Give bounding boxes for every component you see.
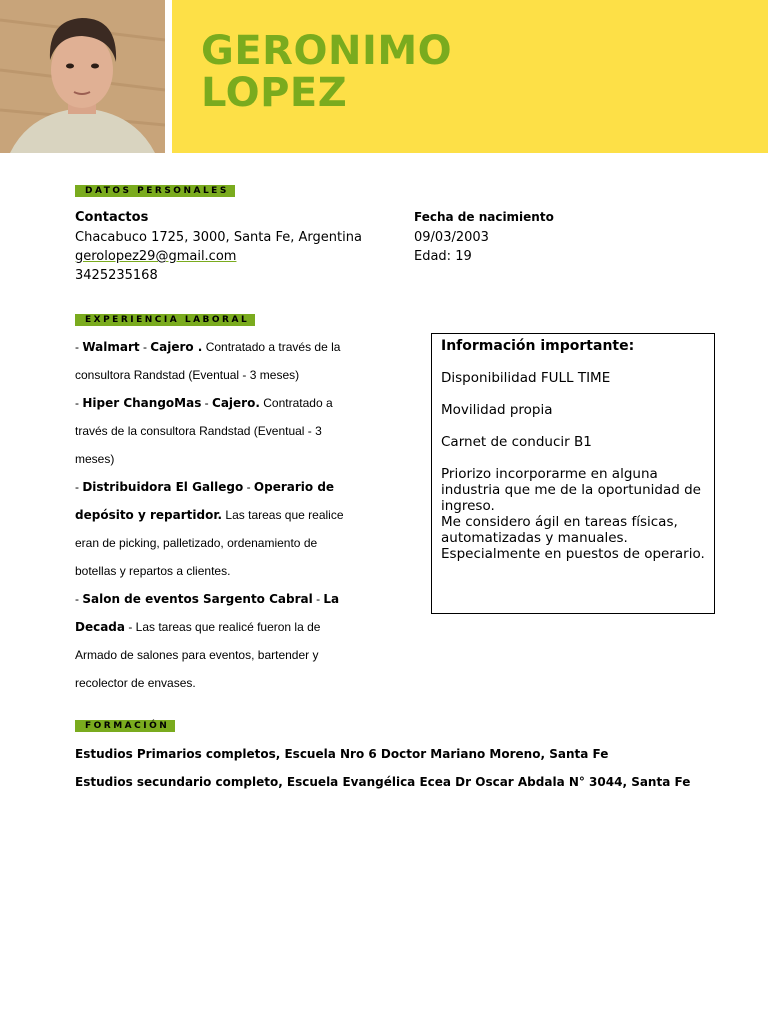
experience-list (75, 333, 345, 697)
important-info-box (431, 333, 715, 614)
experience-item: - Distribuidora El Gallego - Operario de depósito y repartidor. Las tareas que realice eran de picking, palletizado, ordenamiento de botellas y repartos a clientes. (75, 480, 344, 578)
info-license: Carnet de conducir B1 (441, 434, 592, 450)
info-availability: Disponibilidad FULL TIME (441, 370, 611, 386)
role: La Decada (75, 592, 340, 634)
profile-photo (0, 0, 165, 153)
contacts-label: Contactos (75, 210, 149, 225)
experience-item: - Walmart - Cajero . Contratado a través de la consultora Randstad (Eventual - 3 meses) (75, 340, 341, 382)
experience-desc: Contratado a través de la consultora Randstad (Eventual - 3 meses) (75, 396, 333, 466)
role: Cajero . (150, 340, 203, 354)
education-item-secondary: Estudios secundario completo, Escuela Evangélica Ecea Dr Oscar Abdala N° 3044, Santa Fe (75, 775, 691, 789)
section-tag-personal: DATOS PERSONALES (75, 185, 235, 197)
address: Chacabuco 1725, 3000, Santa Fe, Argentina (75, 230, 362, 245)
experience-desc: - Las tareas que realicé fueron la de Armado de salones para eventos, bartender y recolector de envases. (75, 620, 321, 690)
experience-item: - Salon de eventos Sargento Cabral - La Decada - Las tareas que realicé fueron la de Armado de salones para eventos, bartender y recolector de envases. (75, 592, 340, 690)
last-name: LOPEZ (201, 70, 348, 116)
birth-label: Fecha de nacimiento (414, 210, 554, 224)
birth-date: 09/03/2003 (414, 230, 489, 245)
info-skills: Me considero ágil en tareas físicas, automatizadas y manuales. Especialmente en puestos de operario. (441, 514, 705, 562)
info-mobility: Movilidad propia (441, 402, 553, 418)
section-tag-education: FORMACIÓN (75, 720, 175, 732)
candidate-name (201, 30, 452, 114)
employer: Hiper ChangoMas (82, 396, 202, 410)
education-item-primary: Estudios Primarios completos, Escuela Nro 6 Doctor Mariano Moreno, Santa Fe (75, 747, 609, 761)
section-tag-experience: EXPERIENCIA LABORAL (75, 314, 255, 326)
experience-desc: Las tareas que realice eran de picking, palletizado, ordenamiento de botellas y repartos a clientes. (75, 508, 344, 578)
experience-desc: Contratado a través de la consultora Randstad (Eventual - 3 meses) (75, 340, 341, 382)
email-link[interactable]: gerolopez29@gmail.com (75, 249, 237, 264)
employer: Salon de eventos Sargento Cabral (82, 592, 313, 606)
info-box-title: Información importante: (441, 338, 635, 354)
age: Edad: 19 (414, 249, 472, 264)
experience-item: - Hiper ChangoMas - Cajero. Contratado a través de la consultora Randstad (Eventual - 3 meses) (75, 396, 333, 466)
role: Operario de depósito y repartidor. (75, 480, 335, 522)
phone: 3425235168 (75, 268, 158, 283)
employer: Walmart (82, 340, 140, 354)
employer: Distribuidora El Gallego (82, 480, 244, 494)
role: Cajero. (212, 396, 260, 410)
first-name: GERONIMO (201, 28, 453, 74)
info-priority: Priorizo incorporarme en alguna industria que me de la oportunidad de ingreso. (441, 466, 701, 514)
